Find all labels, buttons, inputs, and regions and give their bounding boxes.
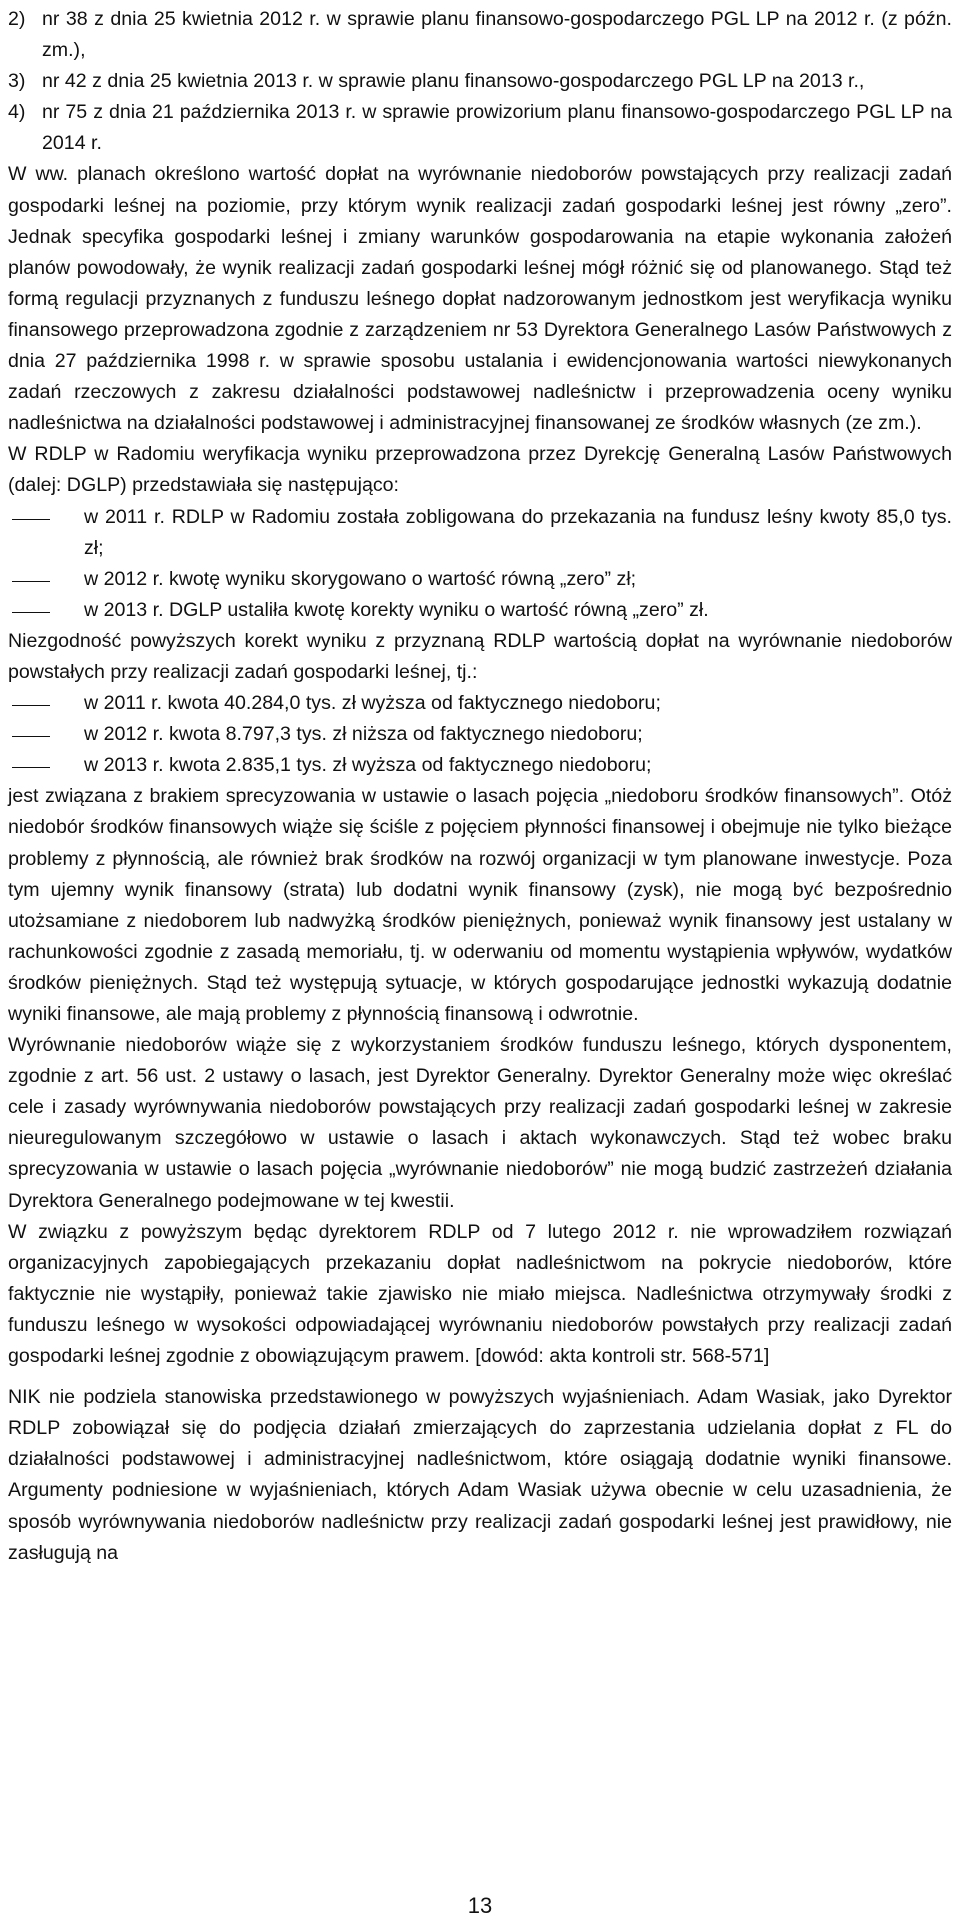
paragraph-nik-position: NIK nie podziela stanowiska przedstawionego w powyższych wyjaśnieniach. Adam Wasiak, jako Dyrektor RDLP zobowiązał się do podjęcia działań zmierzających do zaprzestania udzielania dopłat z FL do działalności podstawowej i administracyjnej nadleśnictwom, które osiągają dodatnie wyniki finansowe. Argumenty podniesione w wyjaśnieniach, których Adam Wasiak używa obecnie w celu uzasadnienia, że sposób wyrównywania niedoborów nadleśnictw przy realizacji zadań gospodarki leśnej jest prawidłowy, nie zasługują na [8,1386,952,1564]
list-item: w 2012 r. kwotę wyniku skorygowano o wartość równą „zero” zł; [8,564,952,595]
statement-text: W związku z powyższym będąc dyrektorem RDLP od 7 lutego 2012 r. nie wprowadziłem rozwiązań organizacyjnych zapobiegających przekazaniu dopłat nadleśnictwom na pokrycie niedoborów, które faktycznie nie wystąpiły, ponieważ takie zjawisko nie miało miejsca. Nadleśnictwa otrzymywały środki z funduszu leśnego w wysokości odpowiadającej wyrównaniu niedoborów powstałych przy realizacji zadań gospodarki leśnej zgodnie z obowiązującym prawem. [8,1220,952,1368]
paragraph-director-statement [8,1217,952,1372]
list-item: w 2012 r. kwota 8.797,3 tys. zł niższa od faktycznego niedoboru; [8,719,952,750]
regulation-list [8,4,952,159]
list-item [8,66,952,97]
paragraph-plans: W ww. planach określono wartość dopłat na wyrównanie niedoborów powstających przy realizacji zadań gospodarki leśnej na poziomie, przy którym wynik realizacji zadań gospodarki leśnej jest równy „zero”. Jednak specyfika gospodarki leśnej i zmiany warunków gospodarowania na etapie wykonania założeń planów powodowały, że wynik realizacji zadań gospodarki leśnej mógł różnić się od planowanego. Stąd też formą regulacji przyznanych z funduszu leśnego dopłat nadzorowanym jednostkom jest weryfikacja wyniku finansowego przeprowadzona zgodnie z zarządzeniem nr 53 Dyrektora Generalnego Lasów Państwowych z dnia 27 października 1998 r. w sprawie sposobu ustalania i ewidencjonowania wartości niewykonanych zadań rzeczowych z zakresu działalności podstawowej nadleśnictw i przeprowadzenia oceny wyniku nadleśnictwa na działalności podstawowej i administracyjnej finansowanej ze środków własnych (ze zm.). [8,163,952,435]
paragraph-liquidity: jest związana z brakiem sprecyzowania w ustawie o lasach pojęcia „niedoboru środków finansowych”. Otóż niedobór środków finansowych wiąże się ściśle z pojęciem płynności finansowej i obejmuje nie tylko bieżące problemy z płynnością, ale również brak środków na rozwój organizacji w tym planowane inwestycje. Poza tym ujemny wynik finansowy (strata) lub dodatni wynik finansowy (zysk), nie mogą być bezpośrednio utożsamiane z niedoborem lub nadwyżką środków pieniężnych, ponieważ wynik finansowy jest ustalany w rachunkowości zgodnie z zasadą memoriału, tj. w oderwaniu od momentu wystąpienia wpływów, wydatków środków pieniężnych. Stąd też występują sytuacje, w których gospodarujące jednostki wykazują dodatnie wyniki finansowe, ale mają problemy z płynnością finansową i odwrotnie. [8,785,952,1025]
paragraph-verification: W RDLP w Radomiu weryfikacja wyniku przeprowadzona przez Dyrekcję Generalną Lasów Państwowych (dalej: DGLP) przedstawiała się następująco: [8,443,952,497]
list-item: w 2013 r. kwota 2.835,1 tys. zł wyższa od faktycznego niedoboru; [8,750,952,781]
list-number: 3) [8,70,26,93]
list-item [8,97,952,159]
list-number: 4) [8,101,26,124]
list-item: w 2013 r. DGLP ustaliła kwotę korekty wyniku o wartość równą „zero” zł. [8,595,952,626]
page-number: 13 [467,1893,493,1918]
list-item [8,4,952,66]
list-number: 2) [8,8,26,30]
amounts-list [8,688,952,781]
evidence-reference: [dowód: akta kontroli str. 568-571] [475,1345,770,1368]
paragraph-forest-fund: Wyrównanie niedoborów wiąże się z wykorzystaniem środków funduszu leśnego, których dysponentem, zgodnie z art. 56 ust. 2 ustawy o lasach, jest Dyrektor Generalny. Dyrektor Generalny może więc określać cele i zasady wyrównywania niedoborów powstających przy realizacji zadań gospodarki leśnej w zakresie nieuregulowanym szczegółowo w ustawie o lasach i aktach wykonawczych. Stąd też wobec braku sprecyzowania w ustawie o lasach pojęcia „wyrównanie niedoborów” nie mogą budzić zastrzeżeń działania Dyrektora Generalnego podejmowane w tej kwestii. [8,1034,952,1212]
document-body [8,4,952,1569]
list-item: w 2011 r. kwota 40.284,0 tys. zł wyższa od faktycznego niedoboru; [8,688,952,719]
list-text: nr 38 z dnia 25 kwietnia 2012 r. w sprawie planu finansowo-gospodarczego PGL LP na 2012 r. (z późn. zm.), [42,8,952,62]
list-text: nr 75 z dnia 21 października 2013 r. w sprawie prowizorium planu finansowo-gospodarczego PGL LP na 2014 r. [42,101,952,155]
verification-list [8,502,952,626]
list-item: w 2011 r. RDLP w Radomiu została zobligowana do przekazania na fundusz leśny kwoty 85,0 tys. zł; [8,502,952,564]
list-text: nr 42 z dnia 25 kwietnia 2013 r. w sprawie planu finansowo-gospodarczego PGL LP na 2013 r., [42,70,865,93]
paragraph-inconsistency: Niezgodność powyższych korekt wyniku z przyznaną RDLP wartością dopłat na wyrównanie niedoborów powstałych przy realizacji zadań gospodarki leśnej, tj.: [8,629,952,683]
